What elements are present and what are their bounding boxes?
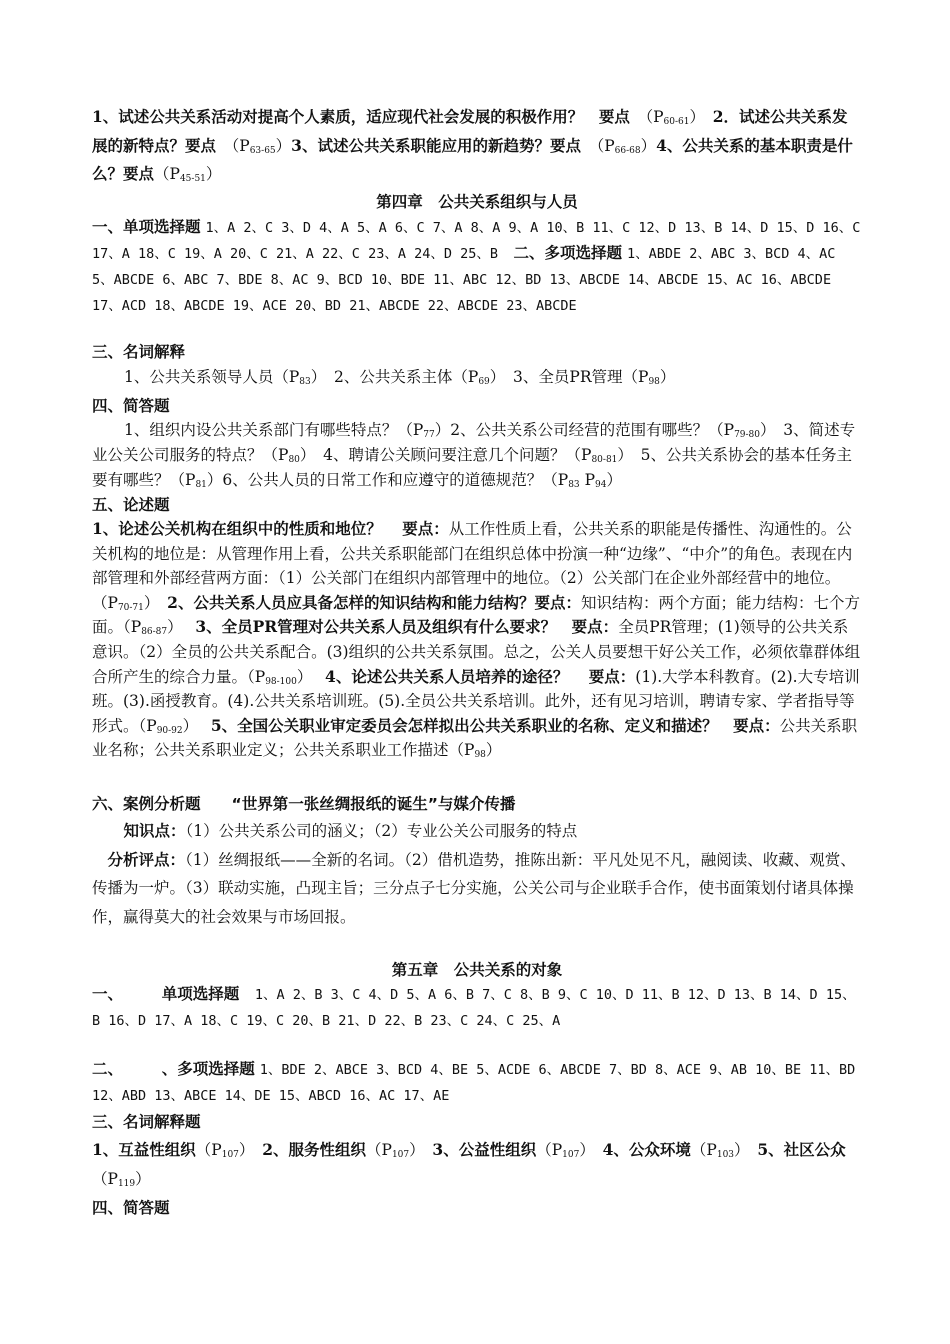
key-label: 要点： [733,715,780,735]
page-ref: 90-92 [156,725,183,736]
ch5-terms-heading: 三、名词解释题 [92,1113,201,1131]
essay-a1: 从工作性质上看，公共关系的职能是传播性、沟通性的。公关机构的地位是：从管理作用上看，公共关系职能部门在组织总体中扮演一种“边缘”、“中介”的角色。表现在内部管理和外部经营两方面：（1）公关部门在组织内部管理中的地位。（2）公关部门在企业外部经营中的地位。（P [92,520,853,612]
term-5: 5、社区公众 [757,1140,846,1159]
term-4: 4、公众环境 [602,1140,691,1159]
ch4-essay-answers: 1、论述公关机构在组织中的性质和地位？ 要点：从工作性质上看，公共关系的职能是传播性、沟通性的。公关机构的地位是：从管理作用上看，公共关系职能部门在组织总体中扮演一种“边缘”、“中介”的角色。表现在内部管理和外部经营两方面：（1）公关部门在组织内部管理中的地位。（2）公关部门在企业外部经营中的地位。$(P_{70-71})$ 2、公共关系人员应具备怎样的知识结构和能力结构？要点：知识结构：两个方面；能力结构：七个方面。$(P_{86-87})$ 3、全员PR管理对公共关系人员及组织有什么要求？ 要点：全员PR管理；(1)领导的公共关系意识。（2）全员的公共关系配合。(3)组织的公共关系氛围。总之，公关人员要想干好公关工作，必须依靠群体组合所产生的综合力量。$(P_{98-100})$ 4、论述公共关系人员培养的途径？ 要点：(1).大学本科教育。(2).大专培训班。(3).函授教育。(4).公共关系培训班。(5).全员公共关系培训。此外，还有见习培训，聘请专家、学者指导等形式。$(P_{90-92})$ 5、全国公关职业审定委员会怎样拟出公共关系职业的名称、定义和描述？ 要点：公共关系职业名称；公共关系职业定义；公共关系职业工作描述$(P_{98})$ [92,519,861,761]
short-q2: 2、公共关系公司经营的范围有哪些？（P [450,421,735,439]
ch5-terms-list [92,1136,862,1193]
page-ref: 70-71 [117,602,144,613]
page-ref: 98-100 [265,676,297,687]
essay-a2: 知识结构：两个方面；能力结构：七个方面。（P [92,593,860,637]
paren: （P [536,1141,563,1159]
short-q6: 6、公共人员的日常工作和应遵守的道德规范？（P [222,471,569,489]
short-q5: 5、公共关系协会的基本任务主要有哪些？（P [92,446,853,489]
essay-a5: 公共关系职业名称；公共关系职业定义；公共关系职业工作描述（P [92,716,858,760]
ch4-terms-heading: 三、名词解释 [92,343,186,361]
essay-q3: 3、全员PR管理对公共关系人员及组织有什么要求？ [195,617,557,637]
short-q1: 1、组织内设公共关系部门有哪些特点？（P [124,421,424,439]
term-2: 2、公共关系主体（P [334,368,479,386]
ch5-single-answers: 1、A 2、B 3、C 4、D 5、A 6、B 7、C 8、B 9、C 10、D 11、B 12、D 13、B 14、D 15、B 16、D 17、A 18、C 19、C 20、B 21、D 22、B 23、C 24、C 25、A [92,987,856,1029]
ch4-single-answers: 1、A 2、C 3、D 4、A 5、A 6、C 7、A 8、A 9、A 10、B 11、C 12、D 13、B 14、D 15、D 16、C 17、A 18、C 19、A 20、C 21、A 22、C 23、A 24、D 25、B [92,220,861,262]
short-q3: 3、简述专业公关公司服务的特点？（P [92,421,856,464]
chapter-4-title: 第四章 公共关系组织与人员 [376,193,578,211]
case-analysis [92,817,862,931]
page-ref: 83 [568,480,580,490]
essay-q1: 1、试述公共关系活动对提高个人素质，适应现代社会发展的积极作用？ [92,107,584,126]
page-ref: 80 [288,455,300,465]
page-ref: 107 [391,1150,410,1160]
key-label: 要点： [588,666,636,686]
term-1: 1、公共关系领导人员（P [124,368,300,386]
paren: ） [238,1141,247,1159]
term-3: 3、全员PR管理（P [513,368,649,386]
knowledge-text: （1）公共关系公司的涵义；（2）专业公关公司服务的特点 [185,822,578,840]
paren: （P [366,1141,392,1159]
page-ref: 107 [562,1150,580,1160]
term-2: 2、服务性组织 [262,1140,366,1159]
essay-a4: (1).大学本科教育。(2).大专培训班。(3).函授教育。(4).公共关系培训班。(5).全员公共关系培训。此外，还有见习培训，聘请专家、学者指导等形式。（P [92,667,860,735]
essay-q1-key: 要点 [598,107,630,126]
analysis-text: （1）丝绸报纸——全新的名词。（2）借机造势，推陈出新：平凡处见不凡，融阅读、收藏、观赏、传播为一炉。（3）联动实施，凸现主旨；三分点子七分实施，公关公司与企业联手合作，使书面策划付诸具体操作，赢得莫大的社会效果与市场回报。 [92,850,856,926]
paren: ） [135,1169,151,1188]
knowledge-label: 知识点： [123,821,186,840]
case-heading-label: 六、案例分析题 [92,795,201,813]
page-ref: 98 [474,750,486,761]
page-ref: 107 [221,1150,239,1160]
term-1: 1、互益性组织 [92,1140,196,1159]
analysis-label: 分析评点： [107,849,186,869]
essay-q2: 2．试述公共关系发展的新特点？要点 [92,107,848,155]
ch5-short-heading: 四、简答题 [92,1199,170,1217]
page-ref: 83 [299,377,311,387]
page-ref-separator: P [579,471,596,489]
essay-q5: 5、全国公关职业审定委员会怎样拟出公共关系职业的名称、定义和描述？ [210,715,718,735]
ch4-terms-list: 1、公共关系领导人员$(P_{83})$ 2、公共关系主体$(P_{69})$ 3、全员PR管理$(P_{98})$ [124,368,676,387]
page-ref: 103 [716,1150,735,1160]
page-ref: 98 [648,377,660,387]
essay-q2: 2、公共关系人员应具备怎样的知识结构和能力结构？要点： [167,592,581,612]
case-title: “世界第一张丝绸报纸的诞生”与媒介传播 [231,795,516,813]
ch5-single-heading: 单项选择题 [161,985,240,1003]
page-ref: 63-65 [249,145,276,156]
ch4-short-heading: 四、简答题 [92,397,170,415]
ch5-multi-answers-block [92,1057,862,1109]
paren: ） [579,1141,588,1159]
essay-q1: 1、论述公关机构在组织中的性质和地位？ [92,519,382,538]
page-ref: 80-81 [591,455,618,465]
ch4-essay-heading: 五、论述题 [92,496,170,514]
term-3: 3、公益性组织 [432,1140,537,1159]
essay-points-paragraph: 1、试述公共关系活动对提高个人素质，适应现代社会发展的积极作用？ 要点 $(P_{60-61})$ 2．试述公共关系发展的新特点？要点 $(P_{63-65})3$、试述公共关系职能应用的新趋势？要点 $(P_{66-68})4$、公共关系的基本职责是什么？要点$(P_{45-51})$ [92,107,853,184]
essay-q3: 3、试述公共关系职能应用的新趋势？要点 [291,135,581,155]
ch5-multi-answers: 1、BDE 2、ABCE 3、BCD 4、BE 5、ACDE 6、ABCDE 7、BD 8、ACE 9、AB 10、BE 11、BD 12、ABD 13、ABCE 14、DE 15、ABCD 16、AC 17、AE [92,1062,856,1104]
page-ref: 81 [195,480,207,490]
page-ref: 119 [117,1178,136,1189]
ch5-single-num: 一、 [92,985,116,1003]
paren: （P [92,1169,118,1188]
ch4-case-heading [92,792,862,817]
chapter-5-title: 第五章 公共关系的对象 [391,961,563,979]
ch5-multi-num: 二、 [92,1060,116,1078]
page-ref: 60-61 [663,117,690,127]
ch4-multi-answers: 1、ABDE 2、ABC 3、BCD 4、AC 5、ABCDE 6、ABC 7、BDE 8、AC 9、BCD 10、BDE 11、ABC 12、BD 13、ABCDE 14、ABCDE 15、AC 16、ABCDE 17、ACD 18、ABCDE 19、ACE 20、BD 21、ABCDE 22、ABCDE 23、ABCDE [92,246,836,314]
paren: ） [409,1141,417,1159]
ch5-multi-heading: 、多项选择题 [161,1060,255,1078]
essay-q4: 4、论述公共关系人员培养的途径？ [325,666,569,686]
ch4-choice-answers [92,215,862,319]
paren: （P [690,1141,717,1159]
page-ref: 94 [595,480,607,490]
page-ref: 86-87 [141,627,168,638]
essay-q4: 4、公共关系的基本职责是什么？要点 [92,135,853,183]
key-label: 要点： [571,617,619,637]
paren: （P [195,1141,222,1159]
short-q4: 4、聘请公关顾问要注意几个问题？（P [323,446,592,464]
page-ref: 45-51 [179,174,206,184]
ch4-multi-heading: 二、多项选择题 [513,244,622,262]
page-ref: 66-68 [614,145,641,156]
ch4-short-answers: 1、组织内设公共关系部门有哪些特点？$(P_{77})2$、公共关系公司经营的范围有哪些？$(P_{79-80})$ 3、简述专业公关公司服务的特点？$(P_{80})$ 4、聘请公关顾问要注意几个问题？$(P_{80-81})$ 5、公共关系协会的基本任务主要有哪些？$(P_{81})6$、公共人员的日常工作和应遵守的道德规范？（$P_{83}$ $P_{94}$） [92,421,856,490]
ch5-single-answers-block [92,982,862,1034]
page-ref: 69 [478,377,490,387]
ch4-single-heading: 一、单项选择题 [92,218,201,236]
essay-a3: 全员PR管理；(1)领导的公共关系意识。（2）全员的公共关系配合。(3)组织的公共关系氛围。总之，公关人员要想干好公关工作，必须依靠群体组合所产生的综合力量。（P [92,618,861,686]
page-ref: 79-80 [734,430,761,440]
page-ref: 77 [423,430,435,440]
key-label: 要点： [402,519,449,538]
paren: ） [734,1141,742,1159]
